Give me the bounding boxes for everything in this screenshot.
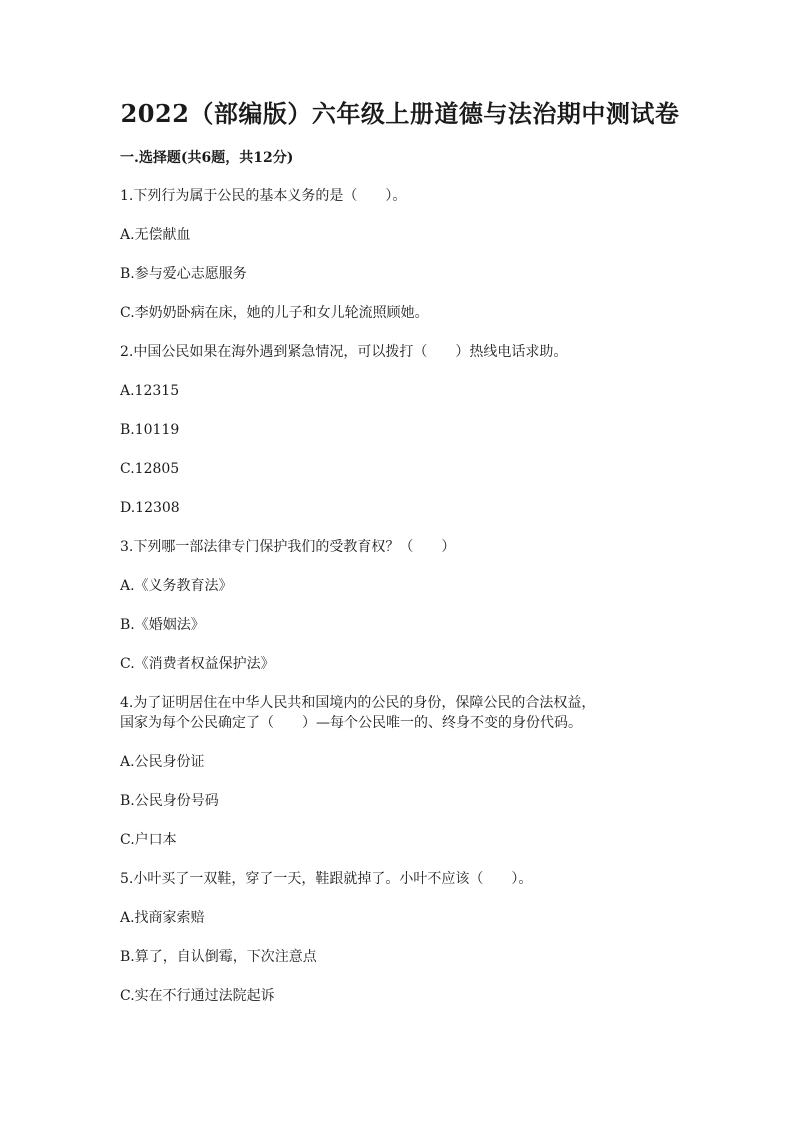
question-stem: 3.下列哪一部法律专门保护我们的受教育权？（ ） bbox=[120, 539, 456, 555]
question-3 bbox=[120, 537, 700, 674]
option-a: A.12315 bbox=[120, 383, 180, 399]
question-4 bbox=[120, 693, 700, 850]
question-stem-line-2: 国家为每个公民确定了（ ）—每个公民唯一的、终身不变的身份代码。 bbox=[120, 715, 582, 731]
option-a: A.公民身份证 bbox=[120, 754, 205, 770]
question-2 bbox=[120, 342, 700, 518]
section-heading: 一.选择题(共6题，共12分) bbox=[120, 150, 294, 166]
option-c: C.12805 bbox=[120, 461, 180, 477]
question-stem-line-1: 4.为了证明居住在中华人民共和国境内的公民的身份，保障公民的合法权益， bbox=[120, 695, 596, 711]
exam-title: 2022（部编版）六年级上册道德与法治期中测试卷 bbox=[120, 99, 680, 128]
question-stem: 1.下列行为属于公民的基本义务的是（ ）。 bbox=[120, 188, 407, 204]
question-stem bbox=[120, 693, 700, 733]
option-b: B.参与爱心志愿服务 bbox=[120, 266, 247, 282]
option-c: C.《消费者权益保护法》 bbox=[120, 656, 275, 672]
question-stem: 2.中国公民如果在海外遇到紧急情况，可以拨打（ ）热线电话求助。 bbox=[120, 344, 568, 360]
option-b: B.《婚姻法》 bbox=[120, 617, 205, 633]
option-d: D.12308 bbox=[120, 500, 180, 516]
option-b: B.公民身份号码 bbox=[120, 793, 219, 809]
option-c: C.实在不行通过法院起诉 bbox=[120, 988, 275, 1004]
question-5 bbox=[120, 869, 700, 1006]
option-c: C.户口本 bbox=[120, 832, 177, 848]
option-a: A.无偿献血 bbox=[120, 227, 191, 243]
option-a: A.找商家索赔 bbox=[120, 910, 205, 926]
option-c: C.李奶奶卧病在床，她的儿子和女儿轮流照顾她。 bbox=[120, 305, 429, 321]
question-1 bbox=[120, 186, 700, 323]
option-b: B.算了，自认倒霉，下次注意点 bbox=[120, 949, 317, 965]
option-b: B.10119 bbox=[120, 422, 180, 438]
option-a: A.《义务教育法》 bbox=[120, 578, 233, 594]
question-stem: 5.小叶买了一双鞋，穿了一天，鞋跟就掉了。小叶不应该（ ）。 bbox=[120, 871, 533, 887]
question-list bbox=[120, 186, 700, 1025]
